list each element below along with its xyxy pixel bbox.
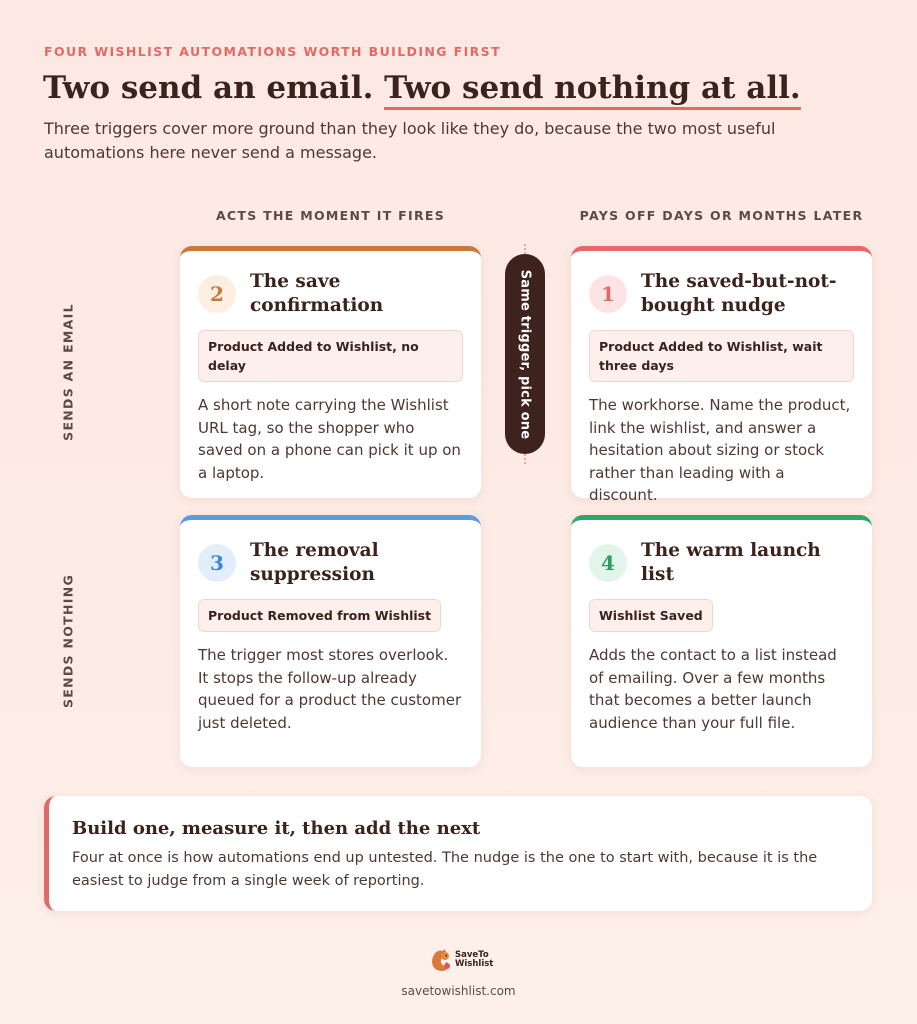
- summary-title: Build one, measure it, then add the next: [72, 818, 481, 839]
- column-header-immediate: ACTS THE MOMENT IT FIRES: [215, 208, 446, 223]
- summary-callout: [44, 796, 872, 911]
- footer-url: savetowishlist.com: [401, 984, 516, 998]
- trigger-tag: Product Added to Wishlist, wait three days: [589, 330, 854, 382]
- connector-line-top: [524, 244, 526, 254]
- column-header-later: PAYS OFF DAYS OR MONTHS LATER: [579, 208, 864, 223]
- card-title: The save confirmation: [250, 271, 384, 316]
- headline-part-2-underlined: Two send nothing at all.: [384, 70, 801, 110]
- card-removal-suppression: [180, 515, 481, 767]
- eyebrow-label: FOUR WISHLIST AUTOMATIONS WORTH BUILDING FIRST: [44, 44, 502, 59]
- summary-body: Four at once is how automations end up untested. The nudge is the one to start with, because it is the easiest to judge from a single week of reporting.: [72, 850, 818, 889]
- headline-part-1: Two send an email.: [43, 70, 385, 106]
- card-warm-launch-list: [571, 515, 872, 767]
- brand-wordmark: SaveTo Wishlist: [455, 950, 494, 969]
- connector-line-bottom: [524, 454, 526, 464]
- card-body: The trigger most stores overlook. It stops the follow-up already queued for a product the customer just deleted.: [198, 646, 462, 732]
- card-number-badge: 3: [198, 544, 236, 582]
- card-body: The workhorse. Name the product, link the wishlist, and answer a hesitation about sizing or stock rather than leading with a discount.: [589, 396, 851, 504]
- card-number-badge: 2: [198, 275, 236, 313]
- card-saved-not-bought-nudge: [571, 246, 872, 504]
- card-number-badge: 1: [589, 275, 627, 313]
- page-subtitle: Three triggers cover more ground than they look like they do, because the two most useful automations here never send a message.: [44, 119, 776, 162]
- brand-logo: [428, 947, 494, 973]
- squirrel-icon: [428, 947, 452, 973]
- card-title: The warm launch list: [641, 540, 821, 585]
- trigger-tag: Wishlist Saved: [589, 599, 713, 632]
- trigger-tag: Product Removed from Wishlist: [198, 599, 441, 632]
- card-body: Adds the contact to a list instead of emailing. Over a few months that becomes a better launch audience than your full file.: [589, 646, 837, 732]
- card-title: The removal suppression: [250, 540, 379, 585]
- trigger-tag: Product Added to Wishlist, no delay: [198, 330, 463, 382]
- page-title: [43, 68, 801, 108]
- card-body: A short note carrying the Wishlist URL tag, so the shopper who saved on a phone can pick it up on a laptop.: [198, 396, 461, 482]
- card-save-confirmation: [180, 246, 481, 498]
- card-title: The saved-but-not-bought nudge: [641, 271, 837, 316]
- same-trigger-connector: Same trigger, pick one: [505, 254, 545, 454]
- card-number-badge: 4: [589, 544, 627, 582]
